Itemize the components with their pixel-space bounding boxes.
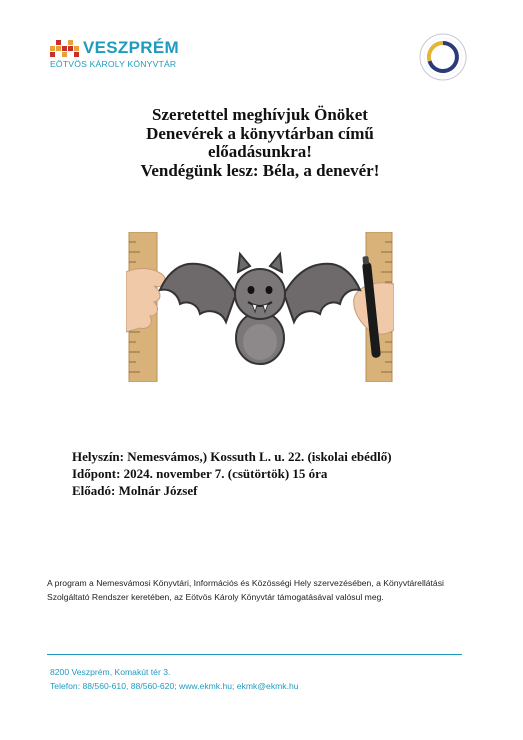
footer-divider	[47, 654, 462, 655]
event-details	[72, 448, 392, 499]
logo-subtitle: EÖTVÖS KÁROLY KÖNYVTÁR	[50, 59, 177, 69]
seal-icon	[418, 32, 468, 82]
event-time: Időpont: 2024. november 7. (csütörtök) 15 óra	[72, 466, 328, 481]
logo-mark-icon	[50, 40, 80, 58]
bat-illustration	[126, 232, 394, 382]
event-presenter: Előadó: Molnár József	[72, 483, 198, 498]
headline-line-1: Szeretettel meghívjuk Önöket	[152, 105, 368, 124]
headline-line-4: Vendégünk lesz: Béla, a denevér!	[140, 160, 380, 180]
logo-title: VESZPRÉM	[83, 38, 179, 57]
headline-line-2: Denevérek a könyvtárban című	[146, 123, 374, 143]
program-note: A program a Nemesvámosi Könyvtári, Információs és Közösségi Hely szervezésében, a Könyvtárellátási Szolgáltató Rendszer keretében, az Eötvös Károly Könyvtár támogatásával valósul meg.	[47, 578, 444, 602]
footer-contact-line: Telefon: 88/560-610, 88/560-620; www.ekmk.hu; ekmk@ekmk.hu	[50, 681, 299, 691]
footer-address: 8200 Veszprém, Komakút tér 3.	[50, 667, 171, 677]
invitation-headline	[60, 106, 460, 180]
event-location: Helyszín: Nemesvámos,) Kossuth L. u. 22. (iskolai ebédlő)	[72, 449, 392, 464]
footer-contact	[50, 665, 299, 693]
library-logo	[50, 38, 200, 74]
headline-line-3: előadásunkra!	[208, 142, 312, 161]
